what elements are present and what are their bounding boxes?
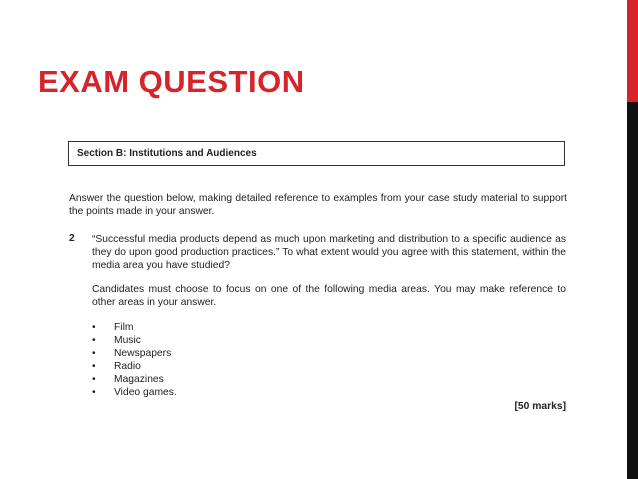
question-number: 2	[69, 233, 75, 244]
right-edge-strip	[627, 0, 638, 479]
marks-label: [50 marks]	[514, 401, 566, 412]
bullet: •	[92, 322, 96, 333]
bullet: •	[92, 335, 96, 346]
media-area-label: Newspapers	[114, 348, 172, 359]
question-text: “Successful media products depend as much upon marketing and distribution to a specific audience as they do upon good production practices.” To what extent would you agree with this statement, within the media area you have studied?	[92, 234, 566, 271]
right-edge-accent	[627, 0, 638, 102]
bullet: •	[92, 374, 96, 385]
bullet: •	[92, 348, 96, 359]
media-area-label: Radio	[114, 361, 141, 372]
list-item	[92, 347, 177, 360]
list-item	[92, 334, 177, 347]
media-areas-list	[92, 321, 177, 399]
media-area-label: Magazines	[114, 374, 164, 385]
list-item	[92, 386, 177, 399]
list-item	[92, 360, 177, 373]
slide-title: EXAM QUESTION	[38, 64, 305, 99]
candidates-note: Candidates must choose to focus on one of the following media areas. You may make reference to other areas in your answer.	[92, 284, 566, 308]
bullet: •	[92, 387, 96, 398]
list-item	[92, 373, 177, 386]
list-item	[92, 321, 177, 334]
media-area-label: Film	[114, 322, 134, 333]
section-heading: Section B: Institutions and Audiences	[77, 148, 257, 159]
bullet: •	[92, 361, 96, 372]
section-heading-box	[68, 141, 565, 166]
instructions-text: Answer the question below, making detailed reference to examples from your case study material to support the points made in your answer.	[69, 193, 567, 217]
media-area-label: Video games.	[114, 387, 177, 398]
media-area-label: Music	[114, 335, 141, 346]
